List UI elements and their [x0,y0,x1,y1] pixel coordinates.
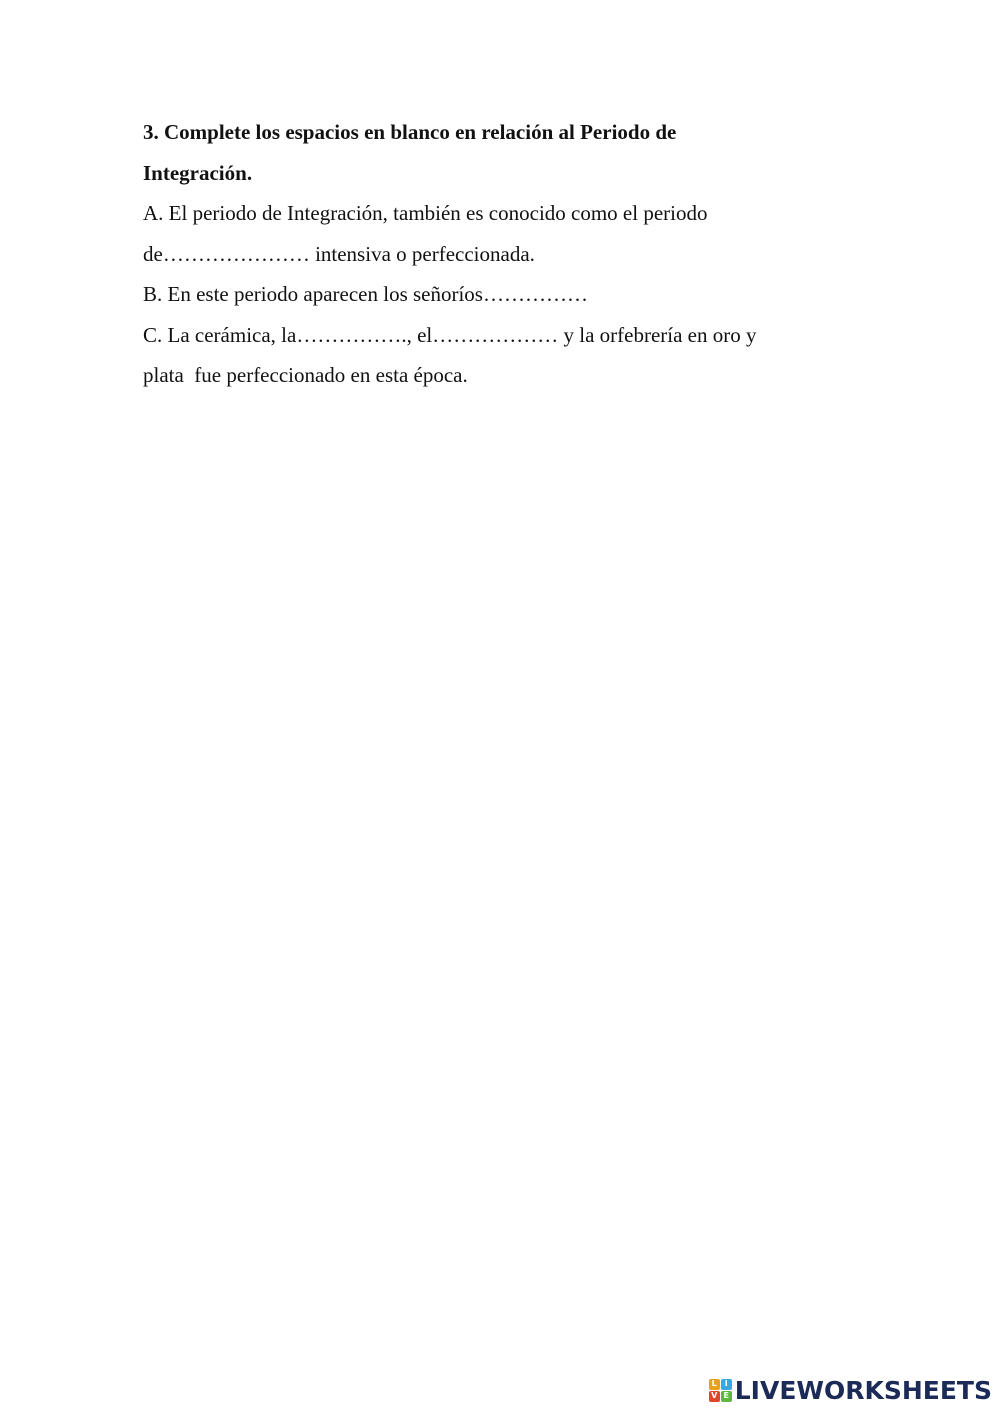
logo-icon [709,1379,732,1402]
logo-cell-i: I [721,1379,732,1390]
question-heading-line-1: 3. Complete los espacios en blanco en relación al Periodo de [143,120,677,144]
logo-cell-e: E [721,1391,732,1402]
item-a-line-2: de………………… intensiva o perfeccionada. [143,241,535,266]
liveworksheets-logo [709,1373,992,1407]
logo-wordmark: LIVEWORKSHEETS [734,1375,992,1405]
item-c-line-1: C. La cerámica, la……………., el……………… y la orfebrería en oro y [143,322,757,347]
logo-cell-v: V [709,1391,720,1402]
question-heading-line-2: Integración. [143,160,253,185]
item-c-line-2: plata fue perfeccionado en esta época. [143,363,468,387]
worksheet-question-3 [143,112,863,396]
item-b-line: B. En este periodo aparecen los señoríos…………… [143,282,588,306]
logo-cell-l: L [709,1379,720,1390]
item-a-line-1: A. El periodo de Integración, también es conocido como el periodo [143,201,708,225]
